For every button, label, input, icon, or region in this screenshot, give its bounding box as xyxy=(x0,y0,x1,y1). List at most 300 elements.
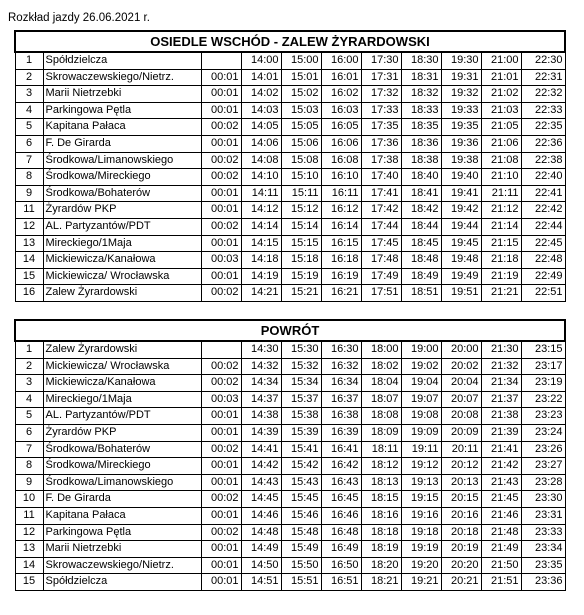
departure-time-cell: 21:08 xyxy=(481,152,521,169)
travel-offset-cell: 00:03 xyxy=(201,252,241,269)
travel-offset-cell xyxy=(201,341,241,358)
departure-time-cell: 19:49 xyxy=(441,268,481,285)
departure-time-cell: 14:21 xyxy=(241,285,281,302)
table-row xyxy=(15,52,565,69)
table-row xyxy=(15,102,565,119)
departure-time-cell: 20:21 xyxy=(441,574,481,591)
departure-time-cell: 21:14 xyxy=(481,218,521,235)
table-row xyxy=(15,235,565,252)
departure-time-cell: 19:08 xyxy=(401,408,441,425)
departure-time-cell: 17:31 xyxy=(361,69,401,86)
departure-time-cell: 23:26 xyxy=(521,441,565,458)
travel-offset-cell: 00:01 xyxy=(201,458,241,475)
departure-time-cell: 18:35 xyxy=(401,119,441,136)
departure-time-cell: 18:02 xyxy=(361,358,401,375)
table-row xyxy=(15,391,565,408)
stop-number-cell: 16 xyxy=(15,285,43,302)
departure-time-cell: 20:08 xyxy=(441,408,481,425)
departure-time-cell: 19:18 xyxy=(401,524,441,541)
departure-time-cell: 19:32 xyxy=(441,86,481,103)
departure-time-cell: 15:37 xyxy=(281,391,321,408)
departure-time-cell: 22:31 xyxy=(521,69,565,86)
departure-time-cell: 21:18 xyxy=(481,252,521,269)
travel-offset-cell: 00:02 xyxy=(201,285,241,302)
departure-time-cell: 18:00 xyxy=(361,341,401,358)
departure-time-cell: 18:09 xyxy=(361,424,401,441)
travel-offset-cell: 00:01 xyxy=(201,202,241,219)
stop-name-cell: Spółdzielcza xyxy=(43,52,201,69)
departure-time-cell: 22:41 xyxy=(521,185,565,202)
departure-time-cell: 20:15 xyxy=(441,491,481,508)
departure-time-cell: 17:36 xyxy=(361,135,401,152)
departure-time-cell: 14:05 xyxy=(241,119,281,136)
departure-time-cell: 21:34 xyxy=(481,375,521,392)
departure-time-cell: 23:33 xyxy=(521,524,565,541)
departure-time-cell: 17:32 xyxy=(361,86,401,103)
departure-time-cell: 22:48 xyxy=(521,252,565,269)
departure-time-cell: 22:38 xyxy=(521,152,565,169)
departure-time-cell: 23:30 xyxy=(521,491,565,508)
departure-time-cell: 21:32 xyxy=(481,358,521,375)
departure-time-cell: 16:42 xyxy=(321,458,361,475)
stop-name-cell: F. De Girarda xyxy=(43,491,201,508)
departure-time-cell: 14:41 xyxy=(241,441,281,458)
table-row xyxy=(15,507,565,524)
departure-time-cell: 19:20 xyxy=(401,557,441,574)
departure-time-cell: 14:06 xyxy=(241,135,281,152)
departure-time-cell: 19:21 xyxy=(401,574,441,591)
departure-time-cell: 15:03 xyxy=(281,102,321,119)
stop-number-cell: 14 xyxy=(15,252,43,269)
stop-number-cell: 15 xyxy=(15,574,43,591)
travel-offset-cell: 00:01 xyxy=(201,69,241,86)
departure-time-cell: 16:50 xyxy=(321,557,361,574)
stop-number-cell: 2 xyxy=(15,69,43,86)
departure-time-cell: 21:48 xyxy=(481,524,521,541)
table-row xyxy=(15,375,565,392)
departure-time-cell: 19:15 xyxy=(401,491,441,508)
travel-offset-cell: 00:02 xyxy=(201,441,241,458)
departure-time-cell: 19:12 xyxy=(401,458,441,475)
departure-time-cell: 19:04 xyxy=(401,375,441,392)
stop-name-cell: Kapitana Pałaca xyxy=(43,119,201,136)
timetable-title: POWRÓT xyxy=(15,320,565,341)
stop-name-cell: Zalew Żyrardowski xyxy=(43,341,201,358)
table-row xyxy=(15,408,565,425)
departure-time-cell: 22:35 xyxy=(521,119,565,136)
table-row xyxy=(15,424,565,441)
stop-number-cell: 8 xyxy=(15,458,43,475)
departure-time-cell: 15:41 xyxy=(281,441,321,458)
departure-time-cell: 16:39 xyxy=(321,424,361,441)
departure-time-cell: 21:41 xyxy=(481,441,521,458)
departure-time-cell: 18:51 xyxy=(401,285,441,302)
stop-number-cell: 5 xyxy=(15,408,43,425)
departure-time-cell: 16:32 xyxy=(321,358,361,375)
stop-number-cell: 4 xyxy=(15,102,43,119)
departure-time-cell: 15:38 xyxy=(281,408,321,425)
stop-number-cell: 8 xyxy=(15,169,43,186)
departure-time-cell: 21:19 xyxy=(481,268,521,285)
departure-time-cell: 18:44 xyxy=(401,218,441,235)
departure-time-cell: 20:18 xyxy=(441,524,481,541)
travel-offset-cell: 00:02 xyxy=(201,375,241,392)
departure-time-cell: 21:38 xyxy=(481,408,521,425)
stop-number-cell: 13 xyxy=(15,235,43,252)
stop-name-cell: Środkowa/Limanowskiego xyxy=(43,152,201,169)
departure-time-cell: 14:02 xyxy=(241,86,281,103)
stop-number-cell: 6 xyxy=(15,135,43,152)
departure-time-cell: 15:39 xyxy=(281,424,321,441)
stop-number-cell: 7 xyxy=(15,441,43,458)
departure-time-cell: 14:19 xyxy=(241,268,281,285)
departure-time-cell: 16:30 xyxy=(321,341,361,358)
stop-name-cell: Spółdzielcza xyxy=(43,574,201,591)
travel-offset-cell: 00:01 xyxy=(201,474,241,491)
departure-time-cell: 21:42 xyxy=(481,458,521,475)
departure-time-cell: 15:06 xyxy=(281,135,321,152)
departure-time-cell: 18:36 xyxy=(401,135,441,152)
departure-time-cell: 15:43 xyxy=(281,474,321,491)
departure-time-cell: 15:45 xyxy=(281,491,321,508)
departure-time-cell: 23:27 xyxy=(521,458,565,475)
stop-number-cell: 12 xyxy=(15,524,43,541)
stop-number-cell: 12 xyxy=(15,218,43,235)
departure-time-cell: 21:03 xyxy=(481,102,521,119)
travel-offset-cell: 00:01 xyxy=(201,268,241,285)
departure-time-cell: 21:15 xyxy=(481,235,521,252)
departure-time-cell: 19:48 xyxy=(441,252,481,269)
stop-name-cell: Mickiewicza/Kanałowa xyxy=(43,375,201,392)
table-row xyxy=(15,358,565,375)
travel-offset-cell: 00:02 xyxy=(201,119,241,136)
travel-offset-cell xyxy=(201,52,241,69)
departure-time-cell: 23:22 xyxy=(521,391,565,408)
stop-name-cell: Zalew Żyrardowski xyxy=(43,285,201,302)
departure-time-cell: 19:11 xyxy=(401,441,441,458)
departure-time-cell: 16:21 xyxy=(321,285,361,302)
departure-time-cell: 19:38 xyxy=(441,152,481,169)
departure-time-cell: 14:42 xyxy=(241,458,281,475)
departure-time-cell: 18:30 xyxy=(401,52,441,69)
departure-time-cell: 18:11 xyxy=(361,441,401,458)
stop-name-cell: Mireckiego/1Maja xyxy=(43,235,201,252)
departure-time-cell: 20:16 xyxy=(441,507,481,524)
departure-time-cell: 16:10 xyxy=(321,169,361,186)
departure-time-cell: 21:46 xyxy=(481,507,521,524)
departure-time-cell: 19:41 xyxy=(441,185,481,202)
departure-time-cell: 14:11 xyxy=(241,185,281,202)
stop-name-cell: Parkingowa Pętla xyxy=(43,102,201,119)
stop-number-cell: 6 xyxy=(15,424,43,441)
departure-time-cell: 19:40 xyxy=(441,169,481,186)
departure-time-cell: 21:05 xyxy=(481,119,521,136)
departure-time-cell: 21:10 xyxy=(481,169,521,186)
departure-time-cell: 16:41 xyxy=(321,441,361,458)
departure-time-cell: 16:45 xyxy=(321,491,361,508)
departure-time-cell: 23:28 xyxy=(521,474,565,491)
departure-time-cell: 15:15 xyxy=(281,235,321,252)
departure-time-cell: 16:34 xyxy=(321,375,361,392)
departure-time-cell: 17:42 xyxy=(361,202,401,219)
departure-time-cell: 15:10 xyxy=(281,169,321,186)
departure-time-cell: 18:07 xyxy=(361,391,401,408)
table-row xyxy=(15,441,565,458)
table-row xyxy=(15,185,565,202)
departure-time-cell: 23:15 xyxy=(521,341,565,358)
departure-time-cell: 16:43 xyxy=(321,474,361,491)
departure-time-cell: 18:49 xyxy=(401,268,441,285)
departure-time-cell: 16:01 xyxy=(321,69,361,86)
table-row xyxy=(15,252,565,269)
departure-time-cell: 22:42 xyxy=(521,202,565,219)
departure-time-cell: 14:01 xyxy=(241,69,281,86)
departure-time-cell: 19:45 xyxy=(441,235,481,252)
departure-time-cell: 20:00 xyxy=(441,341,481,358)
departure-time-cell: 19:16 xyxy=(401,507,441,524)
departure-time-cell: 23:36 xyxy=(521,574,565,591)
departure-time-cell: 22:32 xyxy=(521,86,565,103)
timetable-return xyxy=(14,319,566,591)
departure-time-cell: 19:09 xyxy=(401,424,441,441)
departure-time-cell: 17:38 xyxy=(361,152,401,169)
table-row xyxy=(15,152,565,169)
departure-time-cell: 15:01 xyxy=(281,69,321,86)
stop-name-cell: Mickiewicza/ Wrocławska xyxy=(43,268,201,285)
departure-time-cell: 18:12 xyxy=(361,458,401,475)
stop-number-cell: 5 xyxy=(15,119,43,136)
stop-name-cell: AL. Partyzantów/PDT xyxy=(43,408,201,425)
departure-time-cell: 16:18 xyxy=(321,252,361,269)
departure-time-cell: 16:12 xyxy=(321,202,361,219)
departure-time-cell: 18:21 xyxy=(361,574,401,591)
departure-time-cell: 16:49 xyxy=(321,541,361,558)
departure-time-cell: 18:40 xyxy=(401,169,441,186)
departure-time-cell: 16:05 xyxy=(321,119,361,136)
departure-time-cell: 18:41 xyxy=(401,185,441,202)
departure-time-cell: 23:17 xyxy=(521,358,565,375)
departure-time-cell: 23:31 xyxy=(521,507,565,524)
departure-time-cell: 17:30 xyxy=(361,52,401,69)
table-row xyxy=(15,524,565,541)
travel-offset-cell: 00:02 xyxy=(201,169,241,186)
departure-time-cell: 21:12 xyxy=(481,202,521,219)
departure-time-cell: 14:12 xyxy=(241,202,281,219)
departure-time-cell: 14:37 xyxy=(241,391,281,408)
departure-time-cell: 23:34 xyxy=(521,541,565,558)
travel-offset-cell: 00:02 xyxy=(201,358,241,375)
departure-time-cell: 20:07 xyxy=(441,391,481,408)
departure-time-cell: 15:05 xyxy=(281,119,321,136)
departure-time-cell: 20:19 xyxy=(441,541,481,558)
travel-offset-cell: 00:01 xyxy=(201,185,241,202)
stop-name-cell: Środkowa/Bohaterów xyxy=(43,185,201,202)
departure-time-cell: 21:43 xyxy=(481,474,521,491)
departure-time-cell: 18:31 xyxy=(401,69,441,86)
departure-time-cell: 16:03 xyxy=(321,102,361,119)
departure-time-cell: 21:30 xyxy=(481,341,521,358)
travel-offset-cell: 00:03 xyxy=(201,391,241,408)
departure-time-cell: 16:11 xyxy=(321,185,361,202)
departure-time-cell: 18:15 xyxy=(361,491,401,508)
departure-time-cell: 14:00 xyxy=(241,52,281,69)
departure-time-cell: 15:48 xyxy=(281,524,321,541)
departure-time-cell: 15:32 xyxy=(281,358,321,375)
departure-time-cell: 14:46 xyxy=(241,507,281,524)
stop-name-cell: F. De Girarda xyxy=(43,135,201,152)
stop-number-cell: 11 xyxy=(15,507,43,524)
travel-offset-cell: 00:02 xyxy=(201,152,241,169)
table-row xyxy=(15,285,565,302)
departure-time-cell: 17:33 xyxy=(361,102,401,119)
departure-time-cell: 18:45 xyxy=(401,235,441,252)
table-row xyxy=(15,268,565,285)
stop-number-cell: 11 xyxy=(15,202,43,219)
departure-time-cell: 17:35 xyxy=(361,119,401,136)
departure-time-cell: 14:45 xyxy=(241,491,281,508)
departure-time-cell: 18:13 xyxy=(361,474,401,491)
departure-time-cell: 15:46 xyxy=(281,507,321,524)
departure-time-cell: 20:02 xyxy=(441,358,481,375)
stop-name-cell: Środkowa/Mireckiego xyxy=(43,169,201,186)
departure-time-cell: 18:32 xyxy=(401,86,441,103)
departure-time-cell: 15:30 xyxy=(281,341,321,358)
departure-time-cell: 21:39 xyxy=(481,424,521,441)
departure-time-cell: 21:49 xyxy=(481,541,521,558)
stop-name-cell: Żyrardów PKP xyxy=(43,202,201,219)
departure-time-cell: 14:38 xyxy=(241,408,281,425)
departure-time-cell: 22:36 xyxy=(521,135,565,152)
stop-name-cell: Mireckiego/1Maja xyxy=(43,391,201,408)
stop-number-cell: 7 xyxy=(15,152,43,169)
departure-time-cell: 16:15 xyxy=(321,235,361,252)
table-row xyxy=(15,458,565,475)
departure-time-cell: 19:44 xyxy=(441,218,481,235)
departure-time-cell: 15:00 xyxy=(281,52,321,69)
departure-time-cell: 17:40 xyxy=(361,169,401,186)
departure-time-cell: 15:42 xyxy=(281,458,321,475)
departure-time-cell: 14:51 xyxy=(241,574,281,591)
departure-time-cell: 14:49 xyxy=(241,541,281,558)
stop-number-cell: 2 xyxy=(15,358,43,375)
departure-time-cell: 19:13 xyxy=(401,474,441,491)
departure-time-cell: 21:45 xyxy=(481,491,521,508)
travel-offset-cell: 00:01 xyxy=(201,408,241,425)
stop-number-cell: 1 xyxy=(15,52,43,69)
departure-time-cell: 17:51 xyxy=(361,285,401,302)
departure-time-cell: 19:19 xyxy=(401,541,441,558)
travel-offset-cell: 00:01 xyxy=(201,235,241,252)
travel-offset-cell: 00:01 xyxy=(201,557,241,574)
departure-time-cell: 22:40 xyxy=(521,169,565,186)
departure-time-cell: 23:24 xyxy=(521,424,565,441)
departure-time-cell: 15:11 xyxy=(281,185,321,202)
departure-time-cell: 22:51 xyxy=(521,285,565,302)
departure-time-cell: 19:02 xyxy=(401,358,441,375)
stop-number-cell: 13 xyxy=(15,541,43,558)
departure-time-cell: 18:04 xyxy=(361,375,401,392)
departure-time-cell: 18:42 xyxy=(401,202,441,219)
departure-time-cell: 20:11 xyxy=(441,441,481,458)
departure-time-cell: 22:33 xyxy=(521,102,565,119)
travel-offset-cell: 00:01 xyxy=(201,541,241,558)
departure-time-cell: 18:19 xyxy=(361,541,401,558)
departure-time-cell: 15:02 xyxy=(281,86,321,103)
departure-time-cell: 21:51 xyxy=(481,574,521,591)
departure-time-cell: 18:33 xyxy=(401,102,441,119)
stop-number-cell: 9 xyxy=(15,474,43,491)
departure-time-cell: 19:36 xyxy=(441,135,481,152)
stop-name-cell: Mickiewicza/Kanałowa xyxy=(43,252,201,269)
departure-time-cell: 15:34 xyxy=(281,375,321,392)
table-row xyxy=(15,557,565,574)
departure-time-cell: 18:08 xyxy=(361,408,401,425)
departure-time-cell: 19:31 xyxy=(441,69,481,86)
stop-name-cell: Środkowa/Limanowskiego xyxy=(43,474,201,491)
travel-offset-cell: 00:02 xyxy=(201,524,241,541)
departure-time-cell: 16:00 xyxy=(321,52,361,69)
travel-offset-cell: 00:02 xyxy=(201,218,241,235)
table-row xyxy=(15,574,565,591)
travel-offset-cell: 00:01 xyxy=(201,135,241,152)
stop-number-cell: 14 xyxy=(15,557,43,574)
departure-time-cell: 19:42 xyxy=(441,202,481,219)
schedule-date-caption: Rozkład jazdy 26.06.2021 r. xyxy=(8,12,150,24)
departure-time-cell: 14:18 xyxy=(241,252,281,269)
departure-time-cell: 15:50 xyxy=(281,557,321,574)
table-row xyxy=(15,491,565,508)
departure-time-cell: 23:19 xyxy=(521,375,565,392)
departure-time-cell: 21:06 xyxy=(481,135,521,152)
stop-number-cell: 9 xyxy=(15,185,43,202)
departure-time-cell: 16:37 xyxy=(321,391,361,408)
table-row xyxy=(15,69,565,86)
departure-time-cell: 19:35 xyxy=(441,119,481,136)
departure-time-cell: 14:34 xyxy=(241,375,281,392)
departure-time-cell: 17:48 xyxy=(361,252,401,269)
departure-time-cell: 16:19 xyxy=(321,268,361,285)
departure-time-cell: 15:12 xyxy=(281,202,321,219)
departure-time-cell: 15:49 xyxy=(281,541,321,558)
departure-time-cell: 17:44 xyxy=(361,218,401,235)
table-row xyxy=(15,218,565,235)
stop-number-cell: 3 xyxy=(15,86,43,103)
departure-time-cell: 14:03 xyxy=(241,102,281,119)
table-row xyxy=(15,341,565,358)
departure-time-cell: 16:38 xyxy=(321,408,361,425)
stop-name-cell: AL. Partyzantów/PDT xyxy=(43,218,201,235)
travel-offset-cell: 00:01 xyxy=(201,424,241,441)
travel-offset-cell: 00:01 xyxy=(201,102,241,119)
departure-time-cell: 18:16 xyxy=(361,507,401,524)
departure-time-cell: 14:10 xyxy=(241,169,281,186)
departure-time-cell: 17:49 xyxy=(361,268,401,285)
table-row xyxy=(15,135,565,152)
departure-time-cell: 21:02 xyxy=(481,86,521,103)
departure-time-cell: 15:14 xyxy=(281,218,321,235)
stop-name-cell: Marii Nietrzebki xyxy=(43,86,201,103)
departure-time-cell: 19:33 xyxy=(441,102,481,119)
departure-time-cell: 20:04 xyxy=(441,375,481,392)
table-row xyxy=(15,86,565,103)
departure-time-cell: 18:38 xyxy=(401,152,441,169)
stop-name-cell: Mickiewicza/ Wrocławska xyxy=(43,358,201,375)
stop-name-cell: Skrowaczewskiego/Nietrz. xyxy=(43,69,201,86)
departure-time-cell: 20:13 xyxy=(441,474,481,491)
table-row xyxy=(15,541,565,558)
departure-time-cell: 19:30 xyxy=(441,52,481,69)
departure-time-cell: 20:09 xyxy=(441,424,481,441)
